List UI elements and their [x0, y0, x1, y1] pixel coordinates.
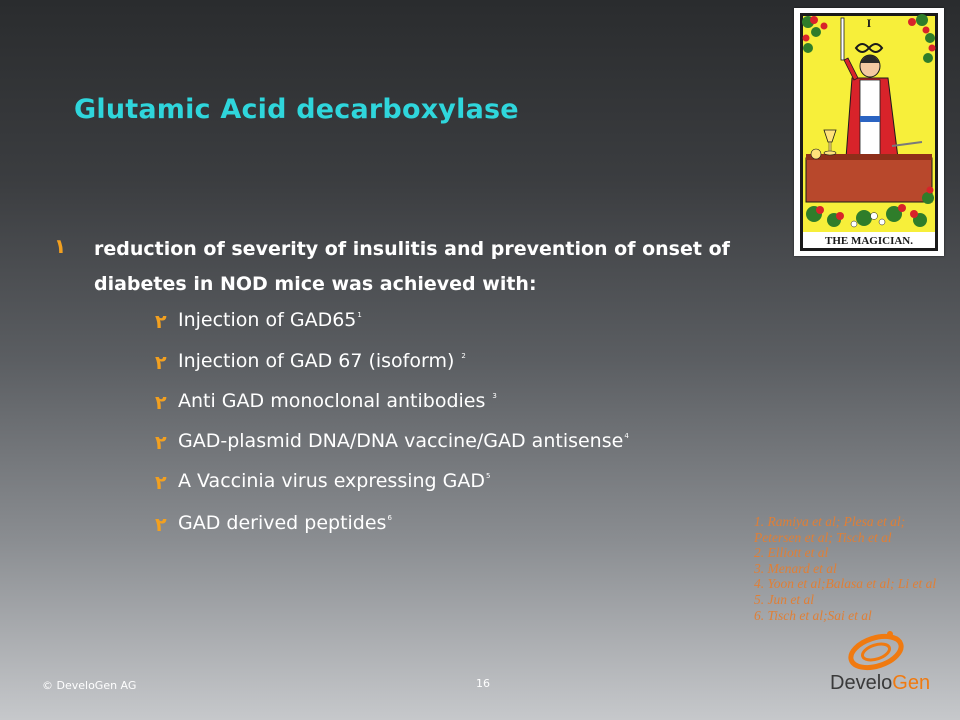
reference-item: 6. Tisch et al;Sai et al [754, 607, 872, 623]
copyright: © DeveloGen AG [42, 679, 137, 692]
page-number: 16 [476, 677, 490, 690]
reference-number: 2 [461, 352, 466, 360]
main-bullet-text: reduction of severity of insulitis and prevention of onset of diabetes in NOD mice was achieved with: [94, 238, 730, 295]
logo-wordmark: DeveloGen [830, 672, 931, 694]
sub-bullet-marker: ٢ [155, 311, 167, 333]
reference-number: 1 [357, 311, 362, 319]
sub-bullet-text: Anti GAD monoclonal antibodies $^3$ [178, 390, 497, 412]
sub-bullet-marker: ٢ [155, 352, 167, 374]
sub-bullet-text: Injection of GAD 67 (isoform) $^2$ [178, 350, 466, 372]
develogen-logo [830, 628, 942, 698]
reference-number: 3 [492, 392, 497, 400]
sub-bullet-text: Injection of $GAD65^1$ [178, 309, 362, 331]
reference-item: 1. Ramiya et al; Plesa et al; Petersen et al; Tisch et al [754, 514, 906, 545]
sub-bullet-marker: ٢ [155, 514, 167, 536]
reference-number: 4 [624, 432, 629, 440]
reference-item: 4. Yoon et al;Balasa et al; Li et al [754, 576, 937, 592]
main-bullet-marker: ١ [54, 234, 67, 258]
sub-bullet-marker: ٢ [155, 392, 167, 414]
sub-bullet-text: A Vaccinia virus expressing GAD$^5$ [178, 470, 491, 492]
references-list [754, 514, 954, 623]
reference-number: 5 [486, 472, 491, 480]
tarot-caption: THE MAGICIAN. [824, 235, 914, 247]
tarot-numeral: I [866, 16, 872, 30]
reference-item: 2. Elliott et al [754, 545, 829, 561]
reference-item: 5. Jun et al [754, 591, 814, 607]
develogen-swirl-icon [830, 628, 942, 674]
sub-bullet-text: GAD-plasmid DNA/DNA vaccine/GAD antisense$^4$ [178, 430, 629, 452]
slide-title: Glutamic Acid decarboxylase [74, 94, 519, 125]
reference-item: 3. Menard et al [754, 560, 837, 576]
main-bullet [54, 232, 754, 302]
sub-bullet-marker: ٢ [155, 432, 167, 454]
reference-number: 6 [387, 514, 392, 522]
sub-bullet-marker: ٢ [155, 472, 167, 494]
sub-bullet-text: GAD derived peptides$^6$ [178, 512, 392, 534]
magician-tarot-card-image [794, 8, 944, 256]
